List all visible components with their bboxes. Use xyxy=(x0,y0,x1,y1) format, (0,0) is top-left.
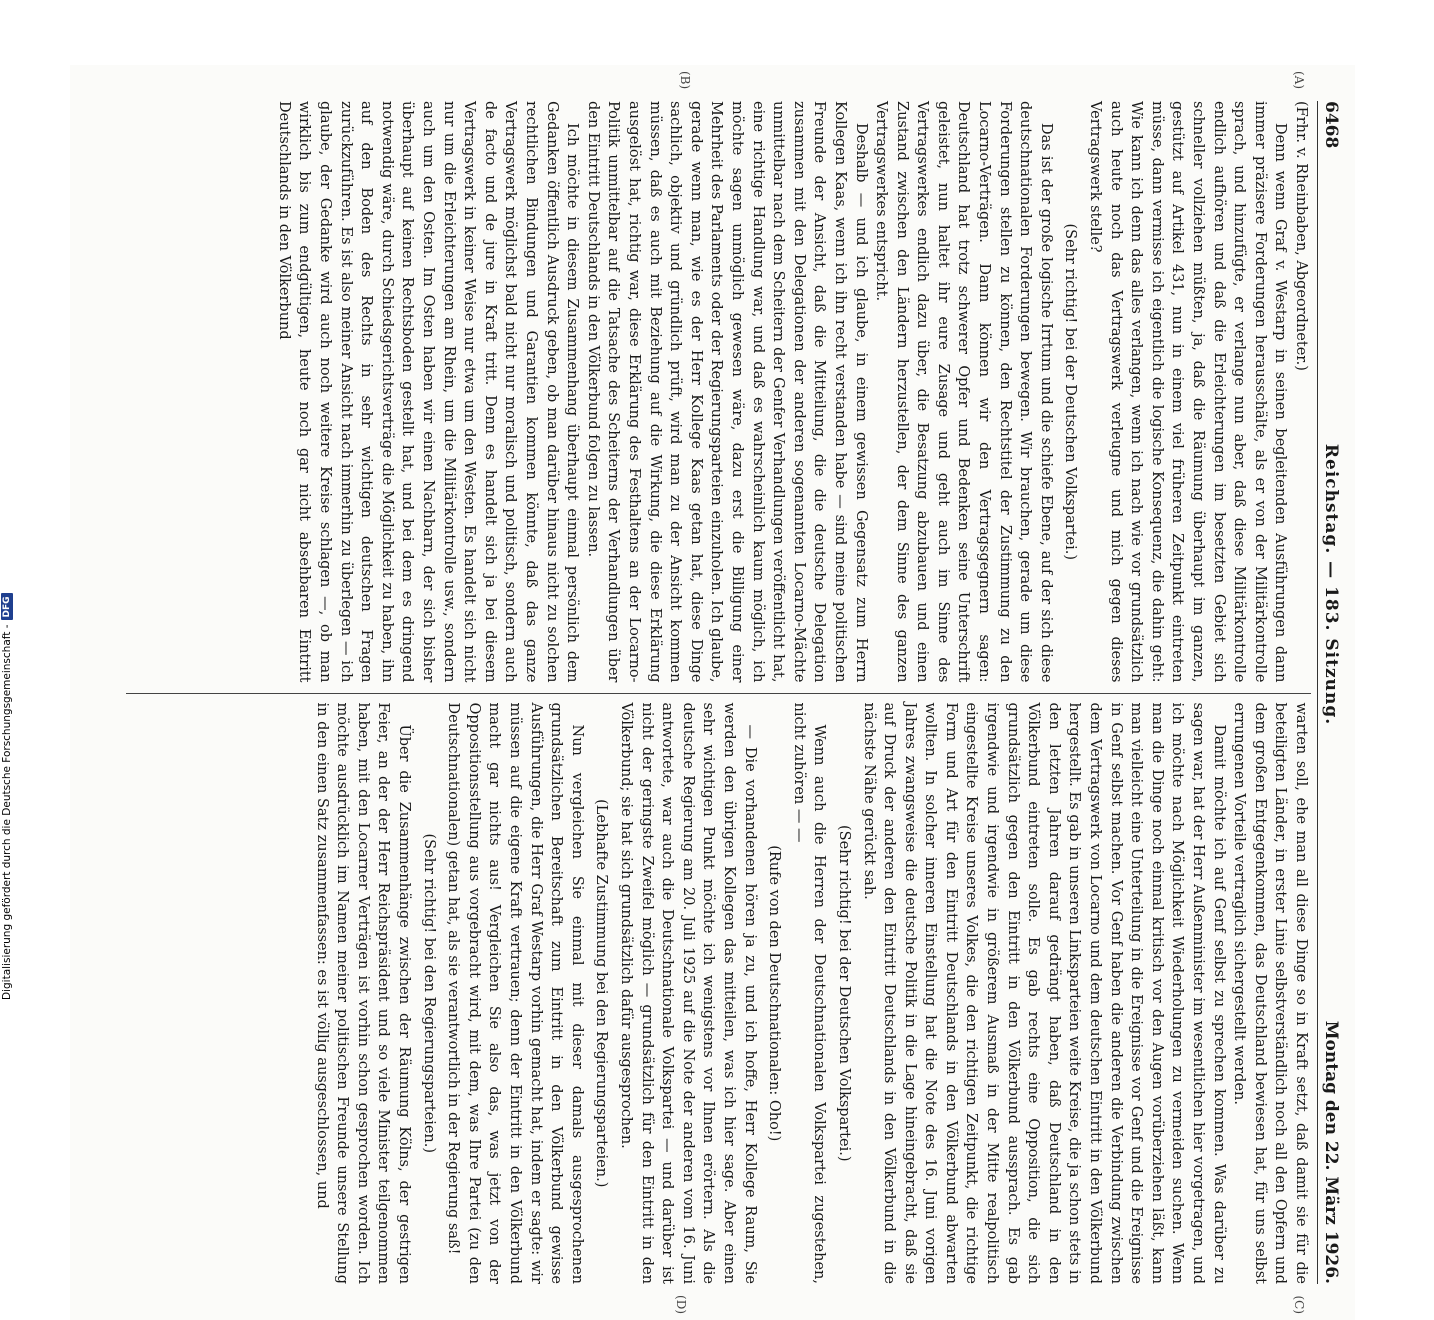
interjection: (Lebhafte Zustimmung bei den Regierungsparteien.) xyxy=(593,799,610,1188)
paragraph: Das ist der große logische Irrtum und die schiefe Ebene, auf der sich diese deutschnationalen Forderungen bewegen. Wir brauchen, gerade um diese Forderungen stellen zu können, den Rechtstitel der Zustimmung zu den Locarno-Verträgen. Dann können wir den Vertragsgegnern sagen: Deutschland hat trotz schwerer Opfer und Bedenken seine Unterschrift geleistet, nun haltet ihr eure Zusage und geht auch im Sinne des Vertragswerkes endlich dazu über, die Besatzung abzubauen und einen Zustand zwischen den Ländern herzustellen, der dem Sinne des ganzen Vertragswerkes entspricht. xyxy=(873,101,1054,683)
interjection: (Sehr richtig! bei der Deutschen Volkspartei.) xyxy=(835,825,852,1162)
paragraph: — Die vorhandenen hören ja zu, und ich hoffe, Herr Kollege Raum, Sie werden den übrigen Kollegen das mitteilen, was ich hier sage. Aber einen sehr wichtigen Punkt möchte ich wenigstens vor Ihnen erörtern. Als die deutsche Regierung am 20. Juli 1925 auf die Note der anderen vom 16. Juni antwortete, war auch die Deutschnationale Volkspartei — und darüber ist nicht der geringste Zweifel möglich — grundsätzlich für den Eintritt in den Völkerbund; sie hat sich grundsätzlich dafür ausgesprochen. xyxy=(618,702,758,1284)
interjection: (Sehr richtig! bei den Regierungsparteien.) xyxy=(420,833,437,1154)
column-divider xyxy=(126,693,1311,694)
margin-marker-b: (B) xyxy=(678,71,692,90)
left-column xyxy=(126,71,1311,683)
page-date: Montag den 22. März 1926. xyxy=(1321,1020,1341,1284)
footer-text: Digitalisierung gefördert durch die Deutsche Forschungsgemeinschaft - xyxy=(1,624,13,1000)
speaker-label: (Frhr. v. Rheinbaben, Abgeordneter.) xyxy=(1293,101,1309,371)
margin-marker-d: (D) xyxy=(674,1295,688,1314)
digitization-footer xyxy=(0,596,14,1000)
paragraph: Deshalb — und ich glaube, in einem gewissen Gegensatz zum Herrn Kollegen Kaas, wenn ich ihn recht verstanden habe — sind meine politischen Freunde der Ansicht, daß die Mitteilung, die die deutsche Delegation zusammen mit den Delegationen der anderen sogenannten Locarno-Mächte unmittelbar nach dem Scheitern der Genfer Verhandlungen veröffentlicht hat, eine richtige Handlung war, und daß es wahrscheinlich kaum möglich, ich möchte sagen unmöglich gewesen wäre, dazu erst die Billigung einer Mehrheit des Parlaments oder der Regierungsparteien einzuholen. Ich glaube, gerade wenn man, wie es der Herr Kollege Kaas getan hat, diese Dinge sachlich, objektiv und gründlich prüft, wird man zu der Ansicht kommen müssen, daß es auch mit Beziehung auf die Wirkung, die diese Erklärung ausgelöst hat, richtig war, diese Erklärung des Festhaltens an der Locarno-Politik unmittelbar auf die Tatsache des Scheiterns der Verhandlungen über den Eintritt Deutschlands in den Völkerbund folgen zu lassen. xyxy=(584,101,869,683)
interjection: (Rufe von den Deutschnationalen: Oho!) xyxy=(766,845,783,1142)
paragraph: Denn wenn Graf v. Westarp in seinen begleitenden Ausführungen dann immer präzisere Forderungen herausschälte, als er von der Militärkontrolle sprach, und hinzufügte, er verlange nun aber, daß diese Militärkontrolle endlich aufhören und daß die Erleichterungen im besetzten Gebiet sich schneller vollziehen müßten, ja, daß die Räumung überhaupt im ganzen, gestützt auf Artikel 431, nun in einem viel früheren Zeitpunkt eintreten müsse, dann vermisse ich eigentlich die logische Konsequenz, die dahin geht: Wie kann ich denn das alles verlangen, wenn ich nach wie vor grundsätzlich auch heute noch das Vertragswerk verleugne und mich gegen dieses Vertragswerk stelle? xyxy=(1087,101,1289,683)
page-header xyxy=(1317,101,1341,1284)
paragraph: Nun vergleichen Sie einmal mit dieser damals ausgesprochenen grundsätzlichen Bereitschaft zum Eintritt in den Völkerbund gewisse Ausführungen, die Herr Graf Westarp vorhin gemacht hat, indem er sagte: wir müssen auf die eigene Kraft vertrauen; denn der Eintritt in den Völkerbund macht gar nichts aus! Vergleichen Sie also das, was jetzt von der Oppositionsstellung aus vorgebracht wird, mit dem, was Ihre Partei (zu den Deutschnationalen) getan hat, als sie verantwortlich in der Regierung saß! xyxy=(445,702,585,1284)
page-title: Reichstag. — 183. Sitzung. xyxy=(1321,443,1341,726)
margin-marker-a: (A) xyxy=(1292,71,1306,90)
dfg-logo: DFG xyxy=(1,593,13,620)
paragraph: Damit möchte ich auf Genf selbst zu sprechen kommen. Was darüber zu sagen war, hat der Herr Außenminister im wesentlichen hier vorgetragen, und ich möchte nach Möglichkeit Wiederholungen zu vermeiden suchen. Wenn man die Dinge noch einmal kritisch vor den Augen vorüberziehen läßt, kann man vielleicht eine Unterteilung in die Ereignisse vor Genf und die Ereignisse in Genf selbst machen. Vor Genf haben die anderen die Verbindung zwischen dem Vertragswerk von Locarno und dem deutschen Eintritt in den Völkerbund hergestellt. Es gab in unseren Linksparteien weite Kreise, die ja schon stets in den letzten Jahren darauf gedrängt haben, daß Deutschland in den Völkerbund eintreten solle. Es gab rechts eine Opposition, die sich grundsätzlich gegen den Eintritt in den Völkerbund aussprach. Es gab irgendwie und irgendwie in größerem Ausmaß in der Mitte realpolitisch eingestellte Kreise unseres Volkes, die den richtigen Zeitpunkt, die richtige Form und Art für den Eintritt Deutschlands in den Völkerbund abwarten wollten. In solcher inneren Einstellung hat die Note des 16. Juni vorigen Jahres zwangsweise die deutsche Politik in die Lage hineingebracht, daß sie auf Druck der anderen den Eintritt Deutschlands in den Völkerbund in die nächste Nähe gerückt sah. xyxy=(860,702,1227,1284)
interjection: (Sehr richtig! bei der Deutschen Volkspartei.) xyxy=(1062,223,1079,560)
paragraph: Wenn auch die Herren der Deutschnationalen Volkspartei zugestehen, nicht zuhören — — xyxy=(790,702,828,1284)
page-number: 6468 xyxy=(1321,101,1341,149)
margin-marker-c: (C) xyxy=(1292,1295,1306,1314)
paragraph: Über die Zusammenhänge zwischen der Räumung Kölns, der gestrigen Feier, an der der Herr Reichspräsident und so viele Minister teilgenommen haben, mit den Locarner Verträgen ist vorhin schon gesprochen worden. Ich möchte ausdrücklich im Namen meiner politischen Freunde unsere Stellung in den einen Satz zusammenfassen: es ist völlig ausgeschlossen, und xyxy=(313,702,413,1284)
paragraph: warten soll, ehe man all diese Dinge so in Kraft setzt, daß damit sie für die beteiligten Länder, in erster Linie selbstverständlich noch all den Opfern und dem großen Entgegenkommen, das Deutschland bewiesen hat, für uns selbst errungenen Vorteile vertraglich sichergestellt werden. xyxy=(1231,702,1309,1284)
text-columns xyxy=(126,71,1311,1314)
paragraph: Ich möchte in diesem Zusammenhang überhaupt einmal persönlich dem Gedanken öffentlich Ausdruck geben, ob man darüber hinaus nicht zu solchen rechtlichen Bindungen und Garantien kommen könnte, daß das ganze Vertragswerk möglichst bald nicht nur moralisch und politisch, sondern auch de facto und de jure in Kraft tritt. Denn es handelt sich ja bei diesem Vertragswerk in keiner Weise nur etwa um den Westen. Es handelt sich nicht nur um die Erleichterungen am Rhein, um die Militärkontrolle usw., sondern auch um den Osten. Im Osten haben wir einen Nachbarn, der sich bisher überhaupt auf keinen Rechtsboden gestellt hat, und bei dem es dringend notwendig wäre, durch Schiedsgerichtsverträge die Möglichkeit zu haben, ihn auf den Boden des Rechts in sehr wichtigen deutschen Fragen zurückzuführen. Es ist also meiner Ansicht nach immerhin zu überlegen — ich glaube, der Gedanke wird auch noch weitere Kreise schlagen —, ob man wirklich bis zum endgültigen, heute noch gar nicht absehbaren Eintritt Deutschlands in den Völkerbund xyxy=(275,101,581,683)
right-column xyxy=(126,702,1311,1314)
scanned-page xyxy=(70,65,1355,1320)
